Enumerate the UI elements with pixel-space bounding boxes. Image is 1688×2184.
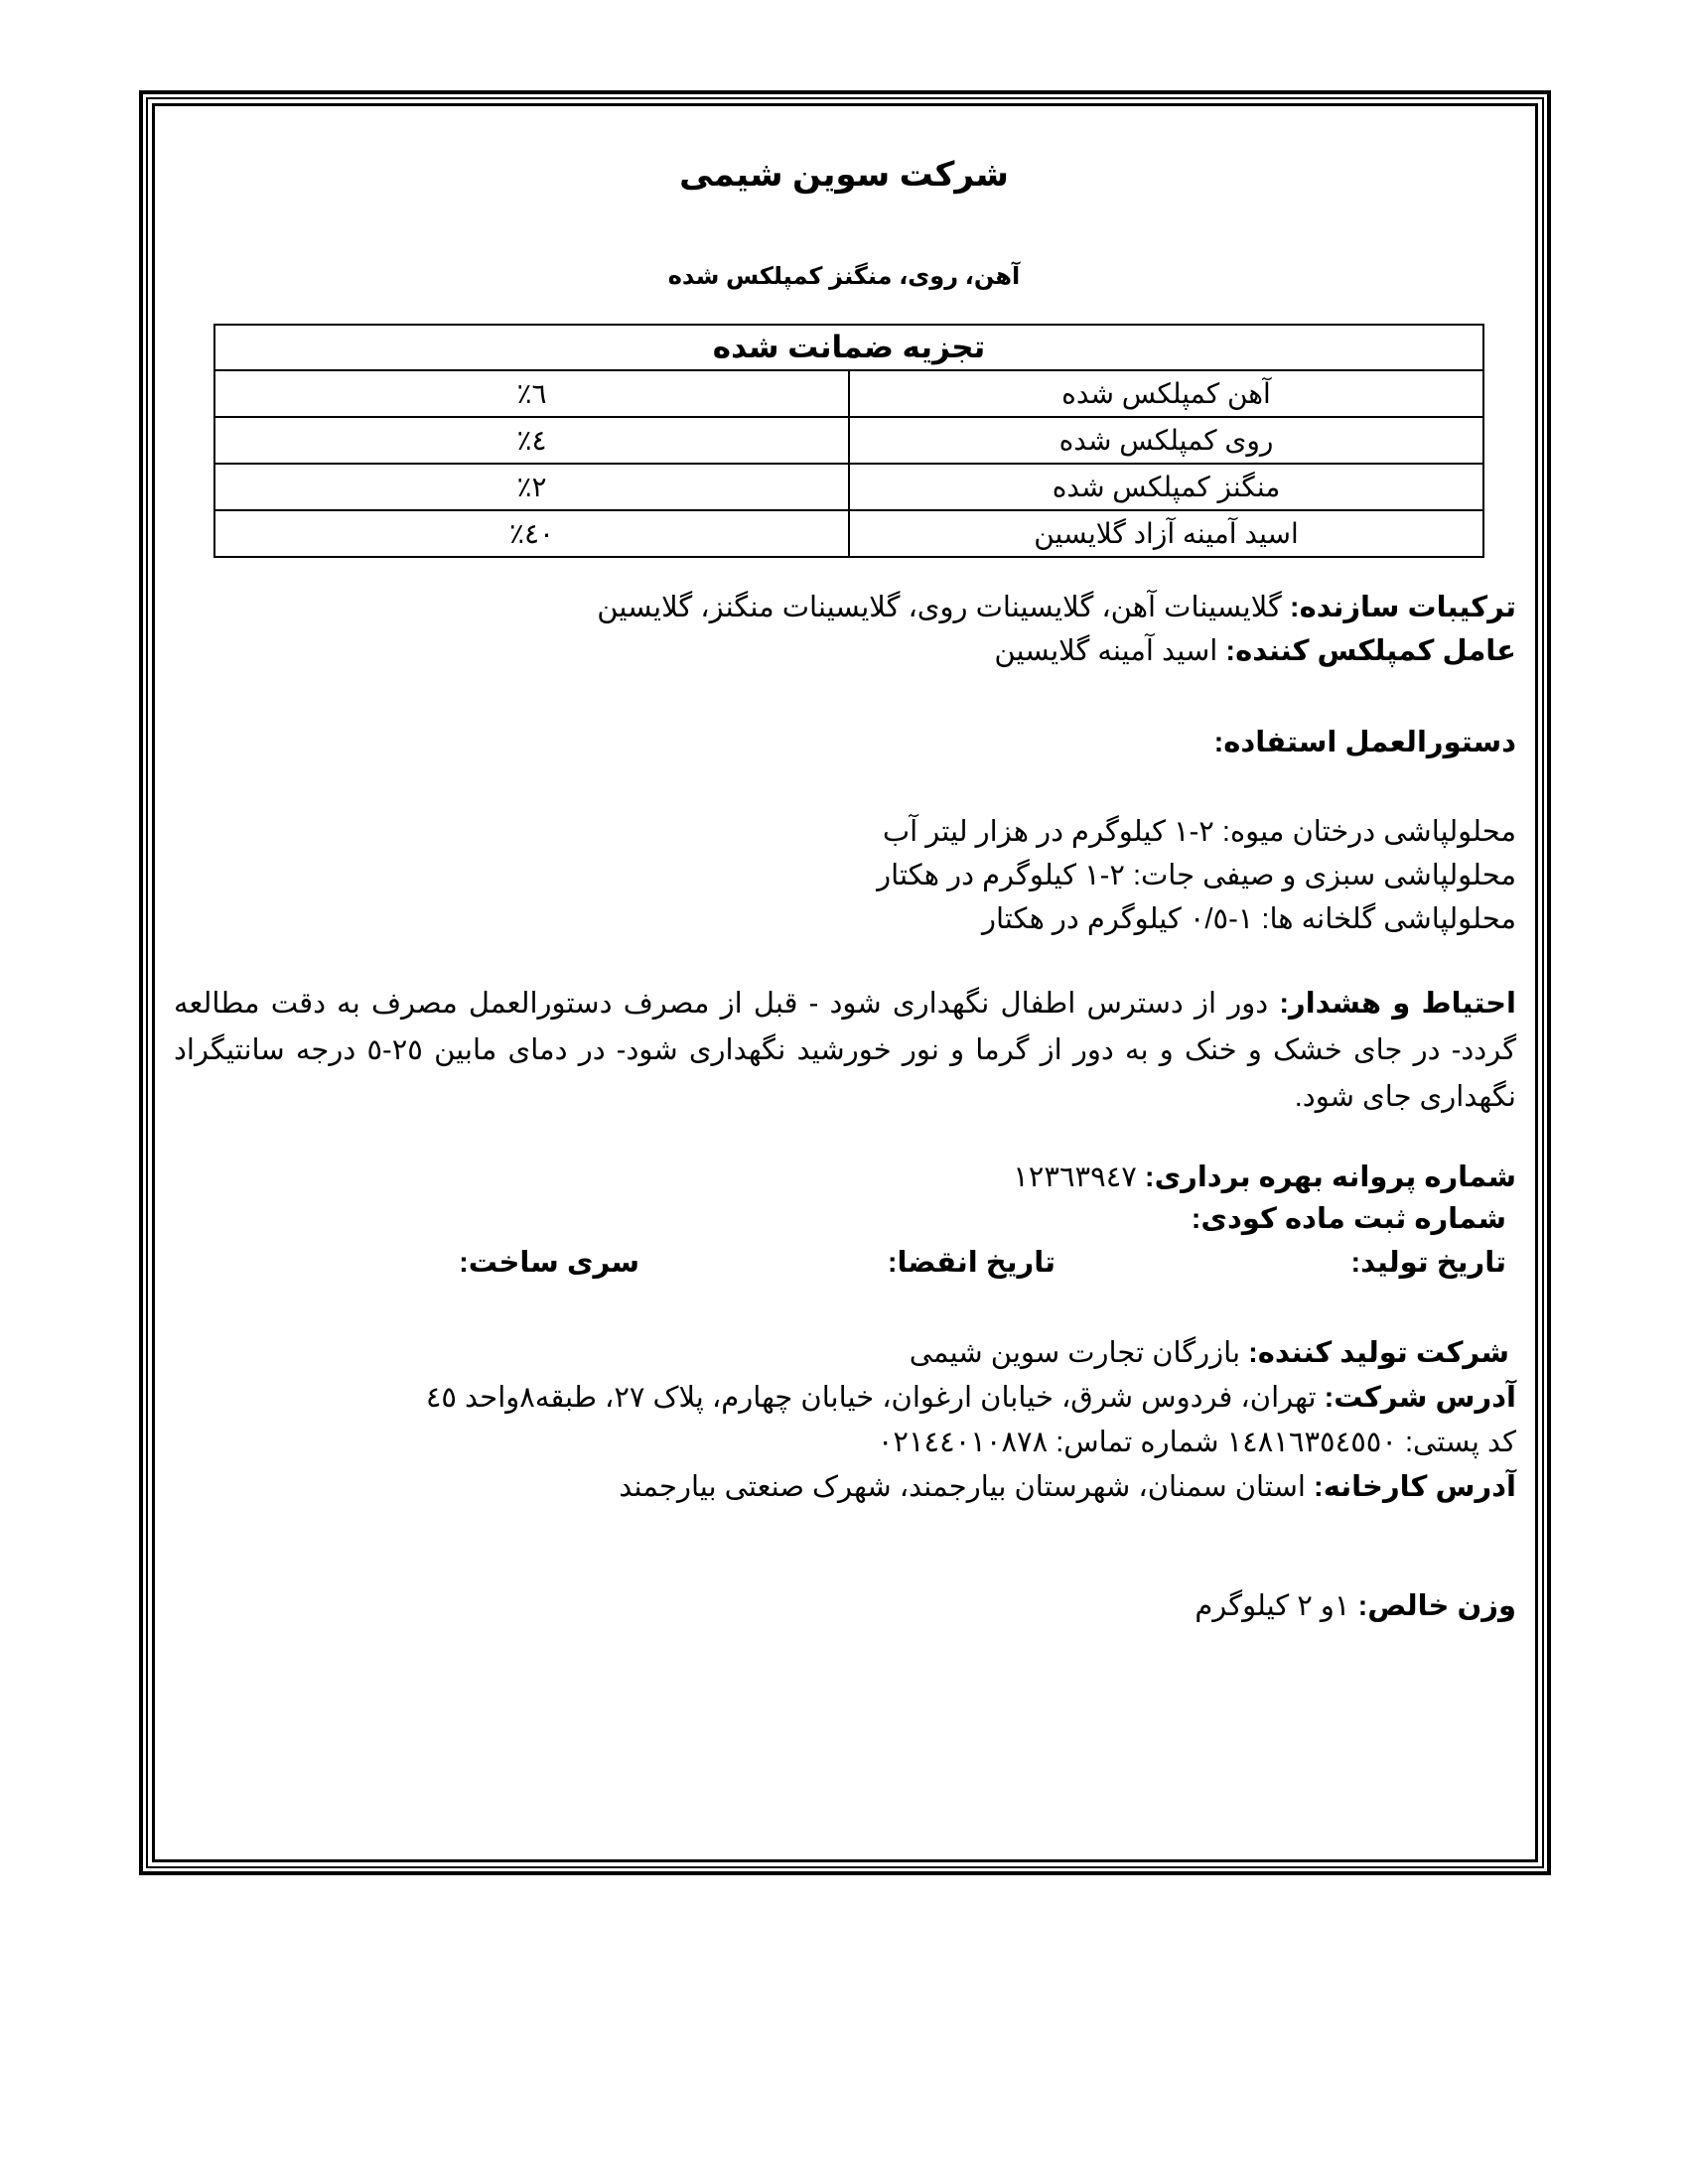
table-row	[214, 370, 1483, 417]
guaranteed-analysis-table	[213, 324, 1484, 558]
ingredient-percent: ٦٪	[214, 370, 849, 417]
chelator-line	[994, 633, 1516, 668]
table-row	[214, 464, 1483, 510]
usage-line: محلولپاشی درختان میوه: ٢-١ کیلوگرم در هزار لیتر آب	[882, 816, 1516, 848]
ingredient-name: آهن کمپلکس شده	[849, 370, 1483, 417]
company-address-value: تهران، فردوس شرق، خیابان ارغوان، خیابان چهارم، پلاک ٢٧، طبقه٨واحد ٤٥	[425, 1382, 1325, 1414]
producer-label: شرکت تولید کننده:	[1248, 1337, 1509, 1369]
ingredients-label: ترکیبات سازنده:	[1289, 592, 1516, 623]
ingredients-line	[597, 590, 1516, 624]
fertilizer-registration-label: شماره ثبت ماده کودی:	[1191, 1203, 1506, 1235]
table-title: تجزیه ضمانت شده	[214, 325, 1483, 370]
producer-value: بازرگان تجارت سوین شیمی	[909, 1337, 1249, 1369]
warning-paragraph	[174, 981, 1516, 1121]
usage-heading: دستورالعمل استفاده:	[1213, 727, 1516, 758]
table-row	[214, 510, 1483, 557]
company-address-label: آدرس شرکت:	[1324, 1382, 1516, 1414]
product-name: آهن، روی، منگنز کمپلکس شده	[667, 263, 1021, 290]
factory-address-label: آدرس کارخانه:	[1314, 1471, 1516, 1503]
net-weight-value: ١و ٢ کیلوگرم	[1195, 1590, 1358, 1622]
usage-line: محلولپاشی سبزی و صیفی جات: ٢-١ کیلوگرم در هکتار	[877, 860, 1516, 891]
ingredient-percent: ٤٠٪	[214, 510, 849, 557]
net-weight-line	[1195, 1588, 1516, 1623]
license-number: ١٢٣٦٣٩٤٧	[1013, 1161, 1145, 1193]
production-date-label: تاریخ تولید:	[1350, 1247, 1506, 1279]
postal-phone-line: کد پستی: ١٤٨١٦٣٥٤٥٥٠ شماره تماس: ٠٢١٤٤٠١٠٨٧٨	[877, 1427, 1516, 1458]
ingredient-name: منگنز کمپلکس شده	[849, 464, 1483, 510]
warning-text: دور از دسترس اطفال نگهداری شود - قبل از مصرف دستورالعمل مصرف به دقت مطالعه گردد- در جای خشک و خنک و به دور از گرما و نور خورشید نگهداری شود- در دمای مابین ٢٥-٥ درجه سانتیگراد نگهداری جای شود.	[174, 988, 1516, 1113]
factory-address-line	[619, 1469, 1516, 1504]
factory-address-value: استان سمنان، شهرستان بیارجمند، شهرک صنعتی بیارجمند	[619, 1471, 1315, 1503]
chelator-label: عامل کمپلکس کننده:	[1225, 635, 1516, 667]
table-row	[214, 417, 1483, 464]
license-line	[1013, 1160, 1516, 1194]
ingredients-value: گلایسینات آهن، گلایسینات روی، گلایسینات منگنز، گلایسین	[597, 592, 1290, 623]
ingredient-name: اسید آمینه آزاد گلایسین	[849, 510, 1483, 557]
expiry-date-label: تاریخ انقضا:	[887, 1247, 1055, 1279]
usage-line: محلولپاشی گلخانه ها: ١-٠/٥ کیلوگرم در هکتار	[981, 903, 1516, 935]
ingredient-percent: ٢٪	[214, 464, 849, 510]
company-title: شرکت سوین شیمی	[679, 156, 1009, 194]
license-label: شماره پروانه بهره برداری:	[1144, 1161, 1516, 1193]
company-address-line	[426, 1380, 1516, 1415]
producer-line	[910, 1335, 1509, 1370]
ingredient-percent: ٤٪	[214, 417, 849, 464]
ingredient-name: روی کمپلکس شده	[849, 417, 1483, 464]
warning-label: احتیاط و هشدار:	[1279, 988, 1516, 1020]
net-weight-label: وزن خالص:	[1357, 1590, 1516, 1622]
chelator-value: اسید آمینه گلایسین	[994, 635, 1226, 667]
batch-number-label: سری ساخت:	[459, 1247, 639, 1279]
table-header-row	[214, 325, 1483, 370]
